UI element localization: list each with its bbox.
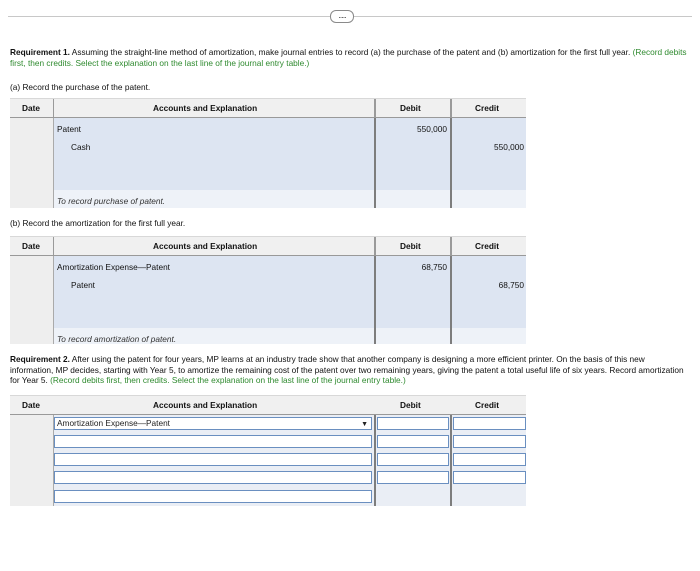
- row-b2-credit: 68,750: [498, 280, 524, 290]
- explanation-select[interactable]: [54, 490, 372, 503]
- accounts-header: Accounts and Explanation: [153, 400, 258, 410]
- credit-input-row-3[interactable]: [453, 453, 526, 466]
- journal-table-entry: [10, 395, 526, 506]
- journal-table-b: [10, 236, 526, 344]
- part-b-label: (b) Record the amortization for the first full year.: [10, 218, 186, 228]
- date-column: [10, 415, 54, 506]
- row-a2-account: Cash: [71, 142, 91, 152]
- requirement-2-instruction: (Record debits first, then credits. Select the explanation on the last line of the journal entry table.): [50, 375, 406, 385]
- date-header: Date: [22, 103, 40, 113]
- accounts-header: Accounts and Explanation: [153, 241, 258, 251]
- dropdown-arrow-icon: ▼: [361, 421, 368, 428]
- debit-header: Debit: [400, 400, 421, 410]
- row-b1-account: Amortization Expense—Patent: [57, 262, 170, 272]
- account-select-row-4[interactable]: [54, 471, 372, 484]
- requirement-2-text: [10, 354, 690, 386]
- account-select-row-1[interactable]: [54, 417, 372, 430]
- credit-input-row-1[interactable]: [453, 417, 526, 430]
- credit-header: Credit: [475, 241, 499, 251]
- debit-header: Debit: [400, 103, 421, 113]
- part-a-label: (a) Record the purchase of the patent.: [10, 82, 151, 92]
- date-header: Date: [22, 400, 40, 410]
- row-a2-credit: 550,000: [494, 142, 524, 152]
- row-a1-debit: 550,000: [417, 124, 447, 134]
- date-column: [10, 256, 54, 344]
- account-select-row-2[interactable]: [54, 435, 372, 448]
- table-a-body: [10, 118, 526, 208]
- requirement-1-text: [10, 47, 690, 68]
- accounts-header: Accounts and Explanation: [153, 103, 258, 113]
- debit-input-row-4[interactable]: [377, 471, 449, 484]
- row-b-explanation: To record amortization of patent.: [57, 334, 177, 344]
- date-header: Date: [22, 241, 40, 251]
- table-b-body: [10, 256, 526, 344]
- account-select-value: Amortization Expense—Patent: [57, 418, 170, 428]
- row-b2-account: Patent: [71, 280, 95, 290]
- more-options-button[interactable]: .....: [330, 10, 354, 23]
- journal-table-a: [10, 98, 526, 208]
- debit-input-row-1[interactable]: [377, 417, 449, 430]
- credit-input-row-4[interactable]: [453, 471, 526, 484]
- credit-input-row-2[interactable]: [453, 435, 526, 448]
- requirement-1-title: Requirement 1.: [10, 47, 70, 57]
- debit-header: Debit: [400, 241, 421, 251]
- debit-input-row-2[interactable]: [377, 435, 449, 448]
- table-entry-header: [10, 395, 526, 415]
- requirement-2-title: Requirement 2.: [10, 354, 70, 364]
- account-select-row-3[interactable]: [54, 453, 372, 466]
- requirement-1-body: Assuming the straight-line method of amortization, make journal entries to record (a) the purchase of the patent and (b) amortization for the first full year.: [69, 47, 631, 57]
- row-a-explanation: To record purchase of patent.: [57, 196, 166, 206]
- row-b1-debit: 68,750: [421, 262, 447, 272]
- requirement-2-body: After using the patent for four years, MP learns at an industry trade show that another company is designing a more efficient printer. On the basis of this new information, MP decides, starting with Year 5, to amortize the remaining cost of the patent over two remaining years, giving the patent a total useful life of six years. Record amortization for Year 5.: [10, 354, 684, 385]
- credit-header: Credit: [475, 400, 499, 410]
- row-a1-account: Patent: [57, 124, 81, 134]
- debit-input-row-3[interactable]: [377, 453, 449, 466]
- table-entry-body: [10, 415, 526, 506]
- table-b-header: [10, 236, 526, 256]
- requirement-1-instruction: (Record debits first, then credits. Select the explanation on the last line of the journal entry table.): [10, 47, 687, 68]
- credit-header: Credit: [475, 103, 499, 113]
- table-a-header: [10, 98, 526, 118]
- date-column: [10, 118, 54, 208]
